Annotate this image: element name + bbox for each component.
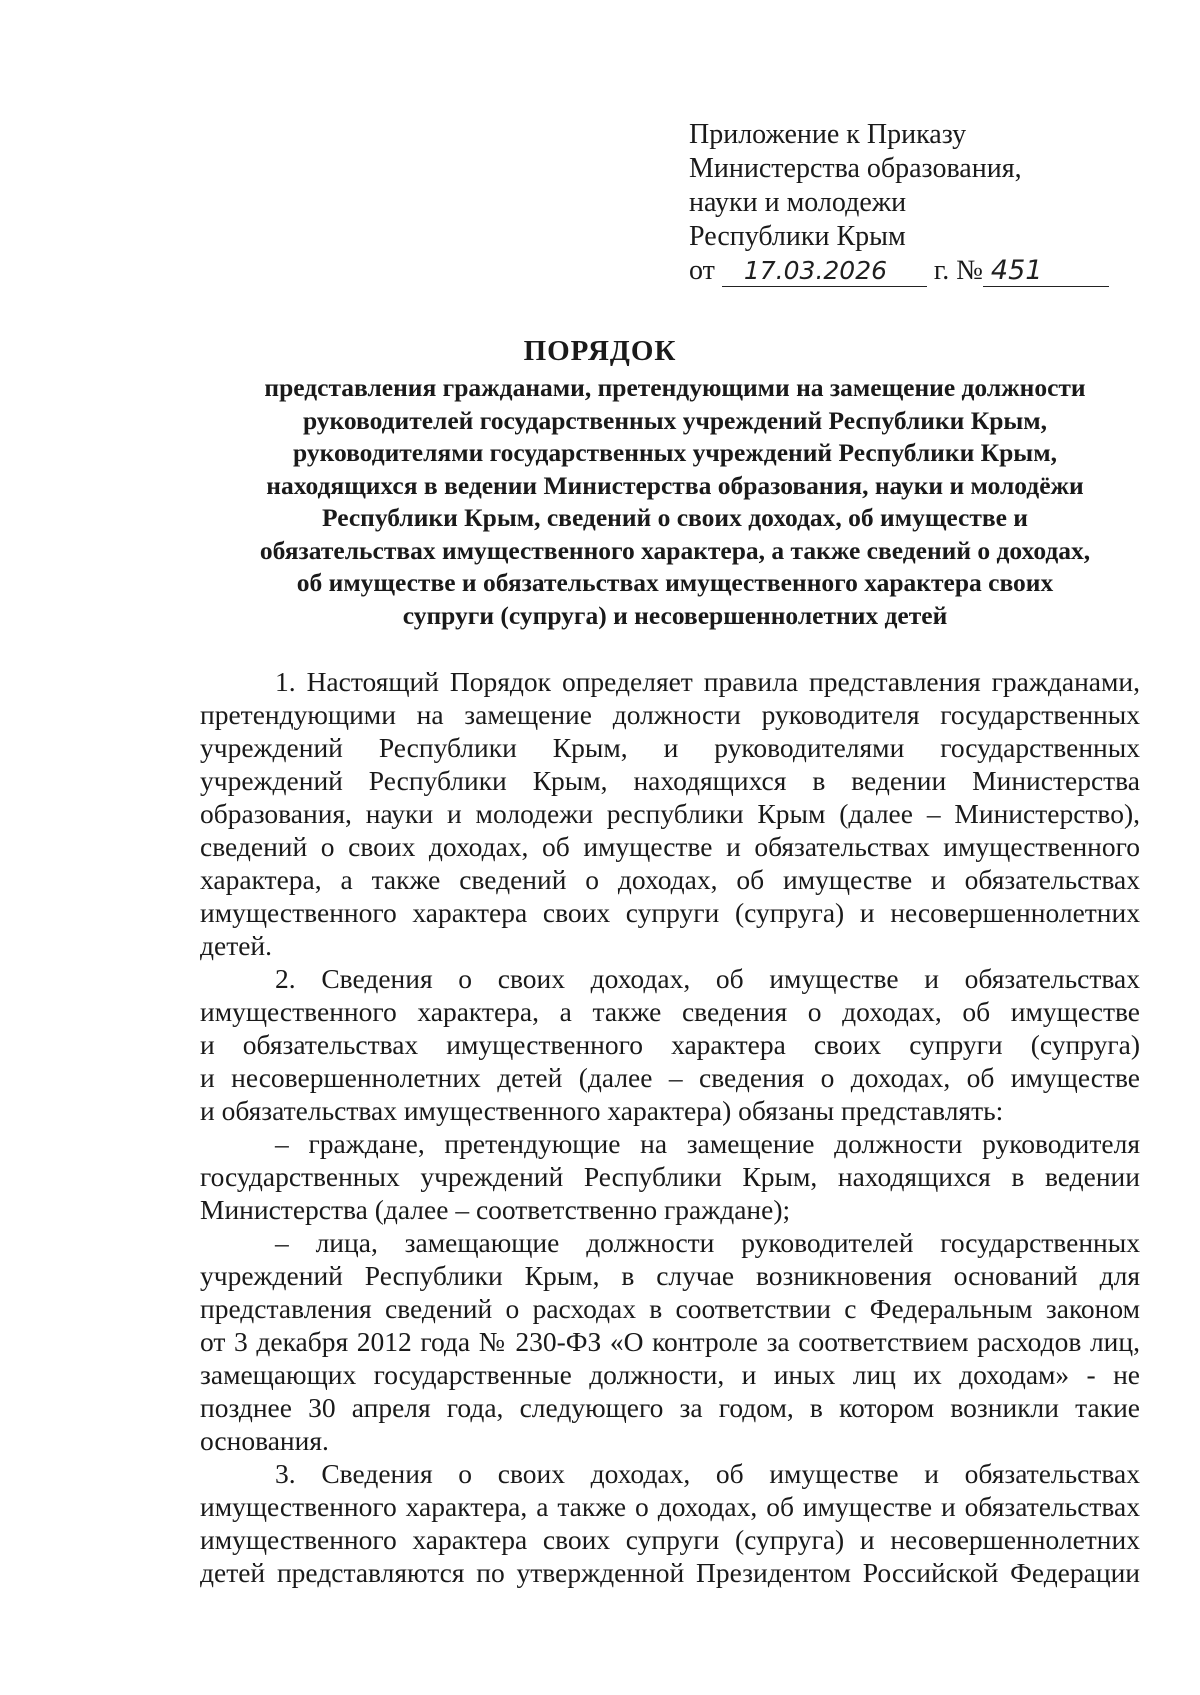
appendix-line: науки и молодежи	[689, 187, 907, 218]
body-line: детей.	[200, 930, 273, 961]
body-line: детей представляются по утвержденной Президентом Российской Федерации	[200, 1557, 1140, 1588]
body-line: и несовершеннолетних детей (далее – сведения о доходах, об имуществе	[200, 1062, 1140, 1093]
body-line: учреждений Республики Крым, в случае возникновения оснований для	[200, 1260, 1140, 1291]
body-line: 2. Сведения о своих доходах, об имуществе и обязательствах	[275, 963, 1140, 994]
body-line: претендующими на замещение должности руководителя государственных	[200, 699, 1140, 730]
body-line: имущественного характера своих супруги (супруга) и несовершеннолетних	[200, 897, 1140, 928]
subtitle-line: супруги (супруга) и несовершеннолетних детей	[402, 600, 948, 630]
appendix-line: Республики Крым	[689, 221, 906, 252]
body-line: сведений о своих доходах, об имуществе и обязательствах имущественного	[200, 831, 1140, 862]
body-line: образования, науки и молодежи республики Крым (далее – Министерство),	[200, 798, 1140, 829]
body-line: 3. Сведения о своих доходах, об имуществе и обязательствах	[275, 1458, 1140, 1489]
subtitle-line: руководителей государственных учреждений Республики Крым,	[302, 405, 1048, 435]
appendix-line: Министерства образования,	[689, 153, 1022, 184]
order-number-handwritten: 451	[983, 256, 1109, 287]
document-title: ПОРЯДОК	[523, 335, 677, 367]
body-line: основания.	[200, 1425, 329, 1456]
body-line: имущественного характера своих супруги (супруга) и несовершеннолетних	[200, 1524, 1140, 1555]
body-line: характера, а также сведений о доходах, об имуществе и обязательствах	[200, 864, 1140, 895]
document-body	[200, 665, 1140, 1589]
subtitle-line: представления гражданами, претендующими на замещение должности	[264, 373, 1086, 402]
body-line: и обязательствах имущественного характера) обязаны представлять:	[200, 1095, 1004, 1126]
body-line: от 3 декабря 2012 года № 230-ФЗ «О контроле за соответствием расходов лиц,	[200, 1326, 1140, 1357]
body-line: государственных учреждений Республики Крым, находящихся в ведении	[200, 1161, 1140, 1192]
document-subtitle	[205, 372, 1145, 632]
body-line: замещающих государственные должности, и иных лиц их доходам» - не	[200, 1359, 1140, 1390]
order-date-line	[689, 254, 1109, 288]
body-line: и обязательствах имущественного характера своих супруги (супруга)	[200, 1029, 1140, 1060]
order-date-handwritten: 17.03.2026	[722, 256, 927, 287]
body-line: учреждений Республики Крым, находящихся в ведении Министерства	[200, 765, 1140, 796]
appendix-block	[689, 118, 1109, 288]
subtitle-line: Республики Крым, сведений о своих доходах, об имуществе и	[321, 503, 1029, 532]
body-line: имущественного характера, а также о доходах, об имуществе и обязательствах	[200, 1491, 1140, 1522]
subtitle-line: находящихся в ведении Министерства образования, науки и молодёжи	[266, 470, 1084, 500]
body-line: Министерства (далее – соответственно граждане);	[200, 1194, 791, 1225]
subtitle-line: обязательствах имущественного характера, а также сведений о доходах,	[259, 535, 1091, 565]
appendix-line: Приложение к Приказу	[689, 119, 967, 150]
body-line: позднее 30 апреля года, следующего за годом, в котором возникли такие	[200, 1392, 1140, 1423]
body-line: имущественного характера, а также сведения о доходах, об имуществе	[200, 996, 1140, 1027]
date-prefix: от	[689, 255, 715, 286]
subtitle-line: об имуществе и обязательствах имущественного характера своих	[296, 568, 1054, 597]
body-line: – лица, замещающие должности руководителей государственных	[275, 1227, 1140, 1258]
body-line: 1. Настоящий Порядок определяет правила представления гражданами,	[275, 666, 1140, 697]
body-line: – граждане, претендующие на замещение должности руководителя	[275, 1128, 1140, 1159]
body-line: учреждений Республики Крым, и руководителями государственных	[200, 732, 1140, 763]
subtitle-line: руководителями государственных учреждений Республики Крым,	[293, 438, 1057, 467]
body-line: представления сведений о расходах в соответствии с Федеральным законом	[200, 1293, 1140, 1324]
number-prefix: г. №	[933, 255, 983, 286]
